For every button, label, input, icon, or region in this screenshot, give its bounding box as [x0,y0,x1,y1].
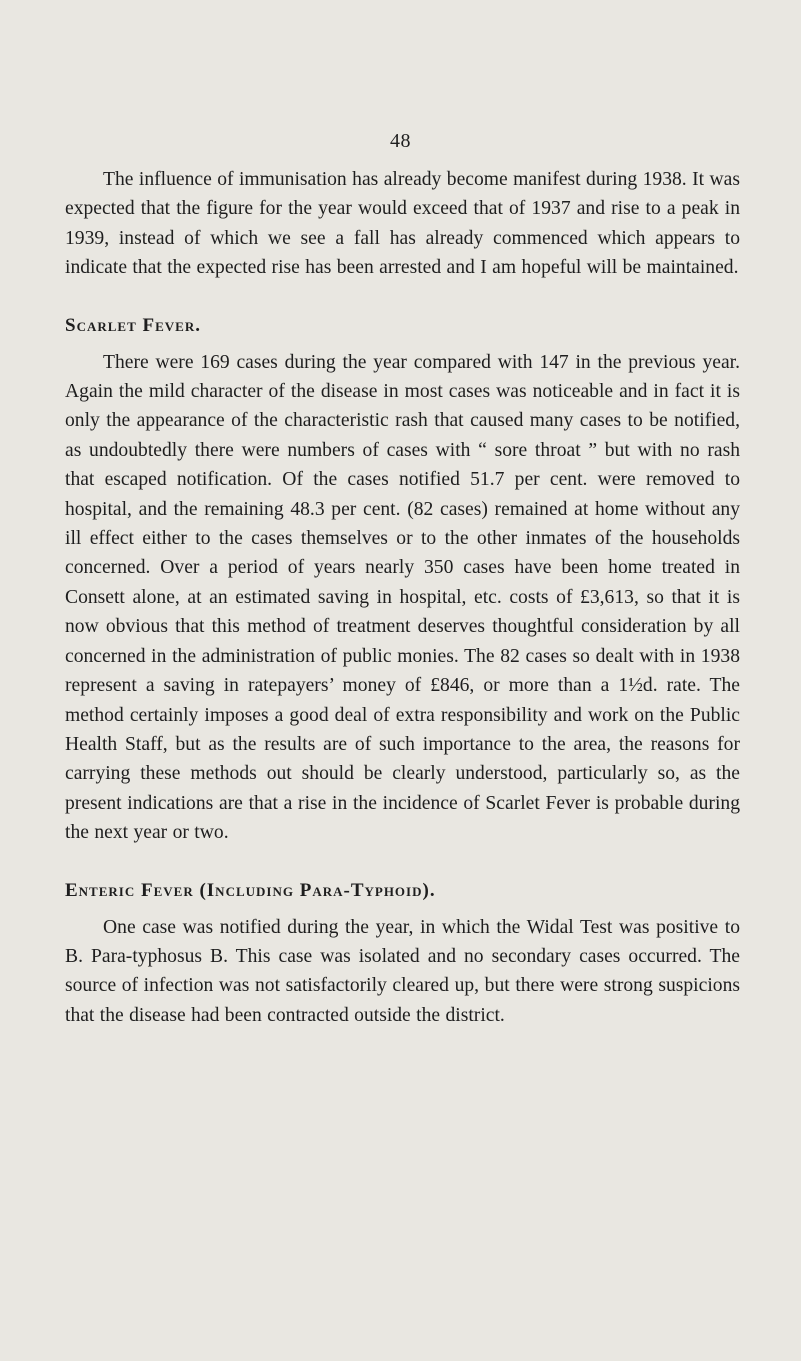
document-body [65,165,740,1030]
scarlet-fever-paragraph: There were 169 cases during the year compared with 147 in the previous year. Again the mild character of the disease in most cases was noticeable and in fact it is only the appearance of the characteristic rash that caused many cases to be notified, as undoubtedly there were numbers of cases with “ sore throat ” but with no rash that escaped notification. Of the cases notified 51.7 per cent. were removed to hospital, and the remaining 48.3 per cent. (82 cases) remained at home without any ill effect either to the cases themselves or to the other inmates of the households concerned. Over a period of years nearly 350 cases have been home treated in Consett alone, at an estimated saving in hospital, etc. costs of £3,613, so that it is now obvious that this method of treatment deserves thoughtful consideration by all concerned in the administration of public monies. The 82 cases so dealt with in 1938 represent a saving in ratepayers’ money of £846, or more than a 1½d. rate. The method certainly imposes a good deal of extra responsibility and work on the Public Health Staff, but as the results are of such importance to the area, the reasons for carrying these methods out should be clearly understood, particularly so, as the present indications are that a rise in the incidence of Scarlet Fever is probable during the next year or two. [65,351,740,844]
page-number: 48 [390,130,411,152]
enteric-fever-paragraph: One case was notified during the year, in which the Widal Test was positive to B. Para-typhosus B. This case was isolated and no secondary cases occurred. The source of infection was not satisfactorily cleared up, but there were strong suspicions that the disease had been contracted outside the district. [65,916,740,1026]
enteric-fever-heading: Enteric Fever (Including Para-Typhoid). [65,879,436,901]
scarlet-fever-heading: Scarlet Fever. [65,314,201,336]
immunisation-paragraph: The influence of immunisation has already become manifest during 1938. It was expected that the figure for the year would exceed that of 1937 and rise to a peak in 1939, instead of which we see a fall has already commenced which appears to indicate that the expected rise has been arrested and I am hopeful will be maintained. [65,169,740,279]
